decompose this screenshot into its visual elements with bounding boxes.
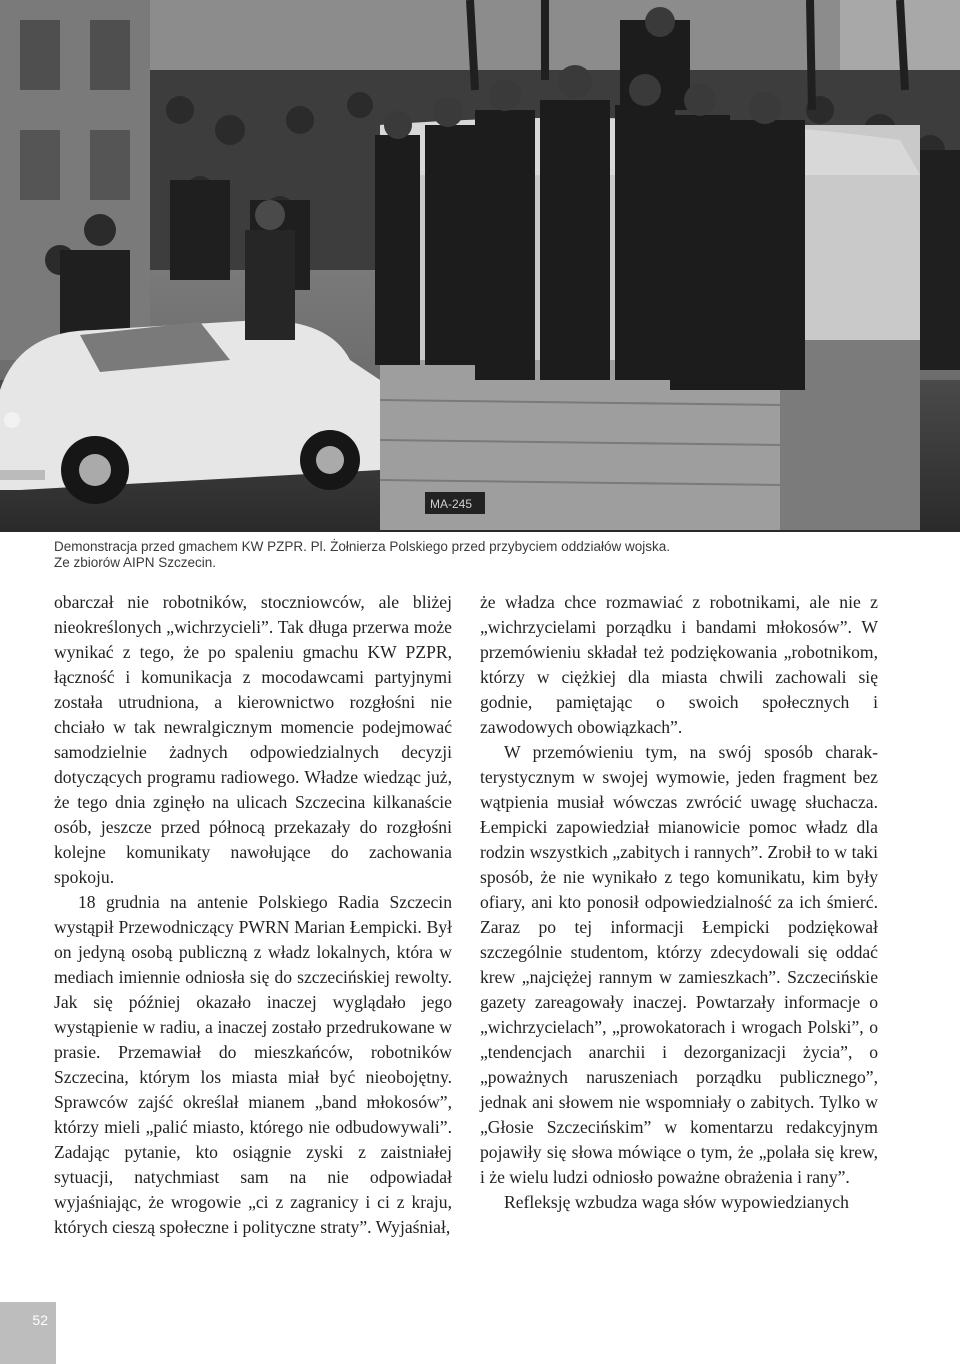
caption-line-2: Ze zbiorów AIPN Szczecin. (54, 555, 217, 570)
right-paragraph-1: że władza chce rozmawiać z robotnikami, ale nie z „wichrzycielami porządku i bandami młokosów”. W przemówieniu składał też podziękowania „robotnikom, którzy w ciężkiej dla miasta chwili zachowali się godnie, pamiętając o swoich społecznych i zawodowych obowiązkach”. (480, 592, 878, 737)
caption-line-1: Demonstracja przed gmachem KW PZPR. Pl. Żołnierza Polskiego przed przybyciem oddziałów wojska. (54, 539, 670, 554)
historical-photo (0, 0, 960, 532)
svg-text:MA-245: MA-245 (430, 497, 473, 511)
photo-illustration (0, 0, 960, 532)
photo-caption (54, 539, 934, 571)
right-paragraph-2: W przemówieniu tym, na swój sposób charakterystycznym w swojej wymowie, jeden fragment bez wątpienia musiał wówczas zwrócić uwagę słuchacza. Łempicki zapowiedział mianowicie pomoc władz dla rodzin wszystkich „zabitych i rannych”. Zrobił to w taki sposób, że nie wynikało z tego komunikatu, kim były ofiary, ani kto ponosił odpowiedzialność za ich śmierć. Zaraz po tej informacji Łempicki podziękował szczególnie studentom, którzy zdecydowali się oddać krew „najciężej rannym w zamieszkach”. Szczecińskie gazety zareagowały inaczej. Powtarzały informacje o „wichrzycielach”, „prowokatorach i wrogach Polski”, o „tendencjach anarchii i dezorganizacji życia”, o „poważnych naruszeniach porządku publicznego”, jednak ani słowem nie wspomniały o zabitych. Tylko w „Głosie Szczecińskim” w komentarzu redakcyjnym pojawiły się słowa mówiące o tym, że „polała się krew, i że wielu ludzi odniosło poważne obrażenia i rany”. (480, 742, 878, 1187)
page-number: 52 (32, 1312, 48, 1328)
right-paragraph-3: Refleksję wzbudza waga słów wypowiedzianych (504, 1192, 849, 1212)
right-column (480, 590, 878, 1215)
left-paragraph-1: obarczał nie robotników, stoczniowców, ale bliżej nieokreślonych „wichrzycieli”. Tak długa przerwa może wynikać z tego, że po spaleniu gmachu KW PZPR, łączność i komunikacja z mocodawcami partyjnymi została utrudniona, a kierownictwo rozgłośni nie chciało w tak newralgicznym momencie podejmować samodzielnie żadnych odpowiedzialnych decyzji dotyczących programu radiowego. Władze wiedząc już, że tego dnia zginęło na ulicach Szczecina kilkanaście osób, jeszcze przed północą przekazały do rozgłośni kolejne komunikaty nawołujące do zachowania spokoju. (54, 592, 452, 887)
left-paragraph-2: 18 grudnia na antenie Polskiego Radia Szczecin wystąpił Przewodniczący PWRN Marian Łempicki. Był on jedyną osobą publiczną z władz lokalnych, która w mediach imiennie odniosła się do szczecińskiej rewolty. Jak się później okazało inaczej wyglądało jego wystąpienie w radiu, a inaczej zostało przedrukowane w prasie. Przemawiał do mieszkańców, robotników Szczecina, którym los miasta miał być nieobojętny. Sprawców zajść określał mianem „band młokosów”, którzy mieli „palić miasto, którego nie odbudowywali”. Zadając pytanie, kto osiągnie zyski z zaistniałej sytuacji, natychmiast sam na nie odpowiadał wyjaśniając, że wrogowie „ci z zagranicy i ci z kraju, których cieszą społeczne i polityczne straty”. Wyjaśniał, (54, 892, 452, 1237)
left-column (54, 590, 452, 1240)
page-number-tab (0, 1302, 56, 1364)
